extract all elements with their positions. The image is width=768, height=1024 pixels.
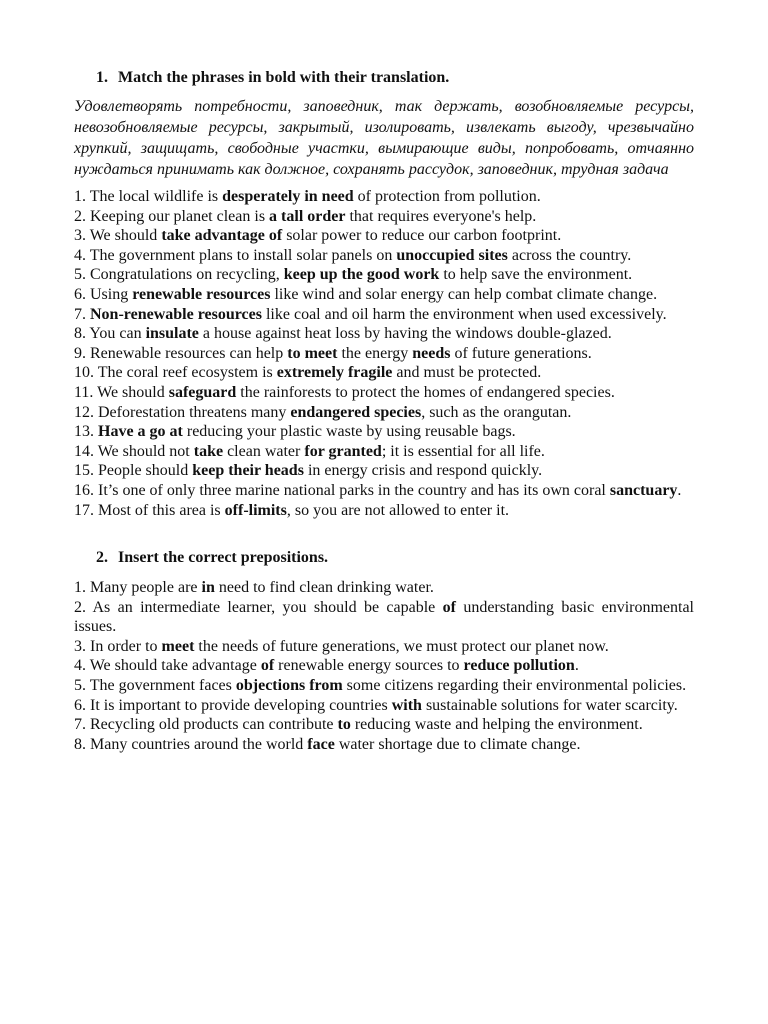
bold-phrase: endangered species (290, 403, 422, 421)
bold-phrase: keep up the good work (283, 266, 440, 284)
translations-list: Удовлетворять потребности, заповедник, так держать, возобновляемые ресурсы, невозобновляемые ресурсы, закрытый, изолировать, извлекать выгоду, чрезвычайно хрупкий, защищать, свободные участки, вымирающие виды, попробовать, отчаянно нуждаться принимать как должное, сохранять рассудок, заповедник, трудная задача (74, 98, 694, 178)
sentence-text: . (677, 481, 682, 499)
sentence-text: the energy (337, 344, 413, 362)
bold-phrase: desperately in need (222, 188, 354, 205)
section2-sentence (74, 735, 694, 755)
bold-phrase: sanctuary (609, 481, 678, 499)
sentence-text: 4. The government plans to install solar panels on (74, 246, 397, 264)
section2-sentence (74, 598, 694, 637)
sentence-text: . (574, 657, 579, 675)
sentence-text: like coal and oil harm the environment when used excessively. (261, 305, 667, 323)
section1-sentence (74, 305, 694, 325)
bold-phrase: extremely fragile (276, 364, 393, 382)
section2-title: Insert the correct prepositions. (118, 549, 329, 567)
bold-phrase: to (337, 716, 351, 734)
bold-phrase: needs (412, 344, 451, 362)
bold-phrase: meet (161, 637, 195, 655)
bold-phrase: for granted (304, 442, 382, 460)
sentence-text: renewable energy sources to (274, 657, 464, 675)
sentence-text: 16. It’s one of only three marine national parks in the country and has its own coral (74, 481, 610, 499)
section1-sentence (74, 324, 694, 344)
sentence-text: in energy crisis and respond quickly. (303, 462, 543, 480)
sentence-text: water shortage due to climate change. (334, 735, 581, 753)
sentence-text: 8. Many countries around the world (74, 735, 308, 753)
section2-heading (74, 548, 694, 568)
section2-sentence (74, 696, 694, 716)
sentence-text: 7. Recycling old products can contribute (74, 716, 338, 734)
sentence-text: some citizens regarding their environmental policies. (342, 677, 687, 695)
bold-phrase: take (193, 442, 224, 460)
bold-phrase: a tall order (269, 207, 346, 225)
sentence-text: the rainforests to protect the homes of endangered species. (236, 383, 615, 401)
bold-phrase: renewable resources (132, 285, 271, 303)
sentence-text: across the country. (507, 246, 632, 264)
sentence-text: and must be protected. (392, 364, 542, 382)
section2-sentence (74, 578, 694, 598)
sentence-text: reducing your plastic waste by using reusable bags. (182, 423, 516, 441)
bold-phrase: Non-renewable resources (90, 305, 262, 323)
section1-heading (74, 68, 694, 88)
worksheet-page (74, 68, 694, 754)
sentence-text: a house against heat loss by having the windows double-glazed. (198, 325, 612, 343)
sentence-text: solar power to reduce our carbon footprint. (282, 227, 562, 245)
sentence-text: 12. Deforestation threatens many (74, 403, 291, 421)
section1-sentence (74, 422, 694, 442)
bold-phrase: face (307, 735, 335, 753)
sentence-text: 5. The government faces (74, 677, 236, 695)
section2-sentence (74, 637, 694, 657)
bold-phrase: to meet (287, 344, 338, 362)
section1-sentence (74, 265, 694, 285)
sentence-text: 2. Keeping our planet clean is (74, 207, 270, 225)
sentence-text: understanding basic environmental issues. (74, 598, 695, 636)
sentence-text: ; it is essential for all life. (381, 442, 545, 460)
sentence-text: 17. Most of this area is (74, 501, 225, 519)
section1-sentence (74, 501, 694, 521)
bold-phrase: reduce pollution (463, 657, 575, 675)
sentence-text: like wind and solar energy can help combat climate change. (270, 285, 658, 303)
sentence-text: , so you are not allowed to enter it. (286, 501, 510, 519)
section1-sentence (74, 363, 694, 383)
sentence-text: of protection from pollution. (353, 188, 541, 205)
section1-sentence (74, 442, 694, 462)
sentence-text: 3. In order to (74, 637, 162, 655)
sentence-text: 13. (74, 423, 98, 441)
section1-sentence (74, 285, 694, 305)
sentence-text: 15. People should (74, 462, 193, 480)
sentence-text: 6. Using (74, 285, 133, 303)
section1-number: 1. (96, 69, 108, 86)
sentence-text: 4. We should take advantage (74, 657, 261, 675)
bold-phrase: of (260, 657, 275, 675)
section1-sentence (74, 226, 694, 246)
bold-phrase: insulate (145, 325, 199, 343)
bold-phrase: with (391, 696, 422, 714)
bold-phrase: in (201, 579, 215, 597)
sentence-text: 3. We should (74, 227, 162, 245)
bold-phrase: keep their heads (192, 462, 304, 480)
section2-sentence-list (74, 578, 694, 754)
section2-number: 2. (96, 549, 108, 567)
bold-phrase: Have a go at (98, 423, 183, 441)
section2-sentence (74, 656, 694, 676)
sentence-text: 11. We should (74, 383, 169, 401)
section1-sentence (74, 403, 694, 423)
sentence-text: 9. Renewable resources can help (74, 344, 288, 362)
sentence-text: 6. It is important to provide developing countries (74, 696, 392, 714)
sentence-text: , such as the orangutan. (421, 403, 572, 421)
sentence-text: 2. As an intermediate learner, you should be capable (74, 598, 443, 616)
sentence-text: the needs of future generations, we must protect our planet now. (194, 637, 609, 655)
sentence-text: reducing waste and helping the environment. (350, 716, 643, 734)
sentence-text: 5. Congratulations on recycling, (74, 266, 284, 284)
bold-phrase: off-limits (224, 501, 287, 519)
sentence-text: need to find clean drinking water. (214, 579, 434, 597)
section1-sentence (74, 383, 694, 403)
bold-phrase: objections from (235, 677, 343, 695)
section2-sentence (74, 676, 694, 696)
sentence-text: 1. The local wildlife is (74, 188, 223, 205)
section1-sentence (74, 344, 694, 364)
sentence-text: 1. Many people are (74, 579, 202, 597)
section1-sentence (74, 481, 694, 501)
sentence-text: of future generations. (450, 344, 592, 362)
section2-sentence (74, 715, 694, 735)
sentence-text: 8. You can (74, 325, 146, 343)
section1-title: Match the phrases in bold with their translation. (118, 69, 450, 86)
sentence-text: sustainable solutions for water scarcity. (421, 696, 678, 714)
sentence-text: clean water (223, 442, 305, 460)
section1-sentence-list (74, 187, 694, 520)
bold-phrase: take advantage of (161, 227, 283, 245)
section1-sentence (74, 246, 694, 266)
bold-phrase: safeguard (168, 383, 237, 401)
bold-phrase: of (442, 598, 456, 616)
bold-phrase: unoccupied sites (396, 246, 508, 264)
section1-sentence (74, 461, 694, 481)
section1-sentence (74, 207, 694, 227)
sentence-text: that requires everyone's help. (345, 207, 537, 225)
sentence-text: 7. (74, 305, 90, 323)
sentence-text: 10. The coral reef ecosystem is (74, 364, 277, 382)
sentence-text: 14. We should not (74, 442, 194, 460)
section1-sentence (74, 187, 694, 207)
sentence-text: to help save the environment. (439, 266, 633, 284)
